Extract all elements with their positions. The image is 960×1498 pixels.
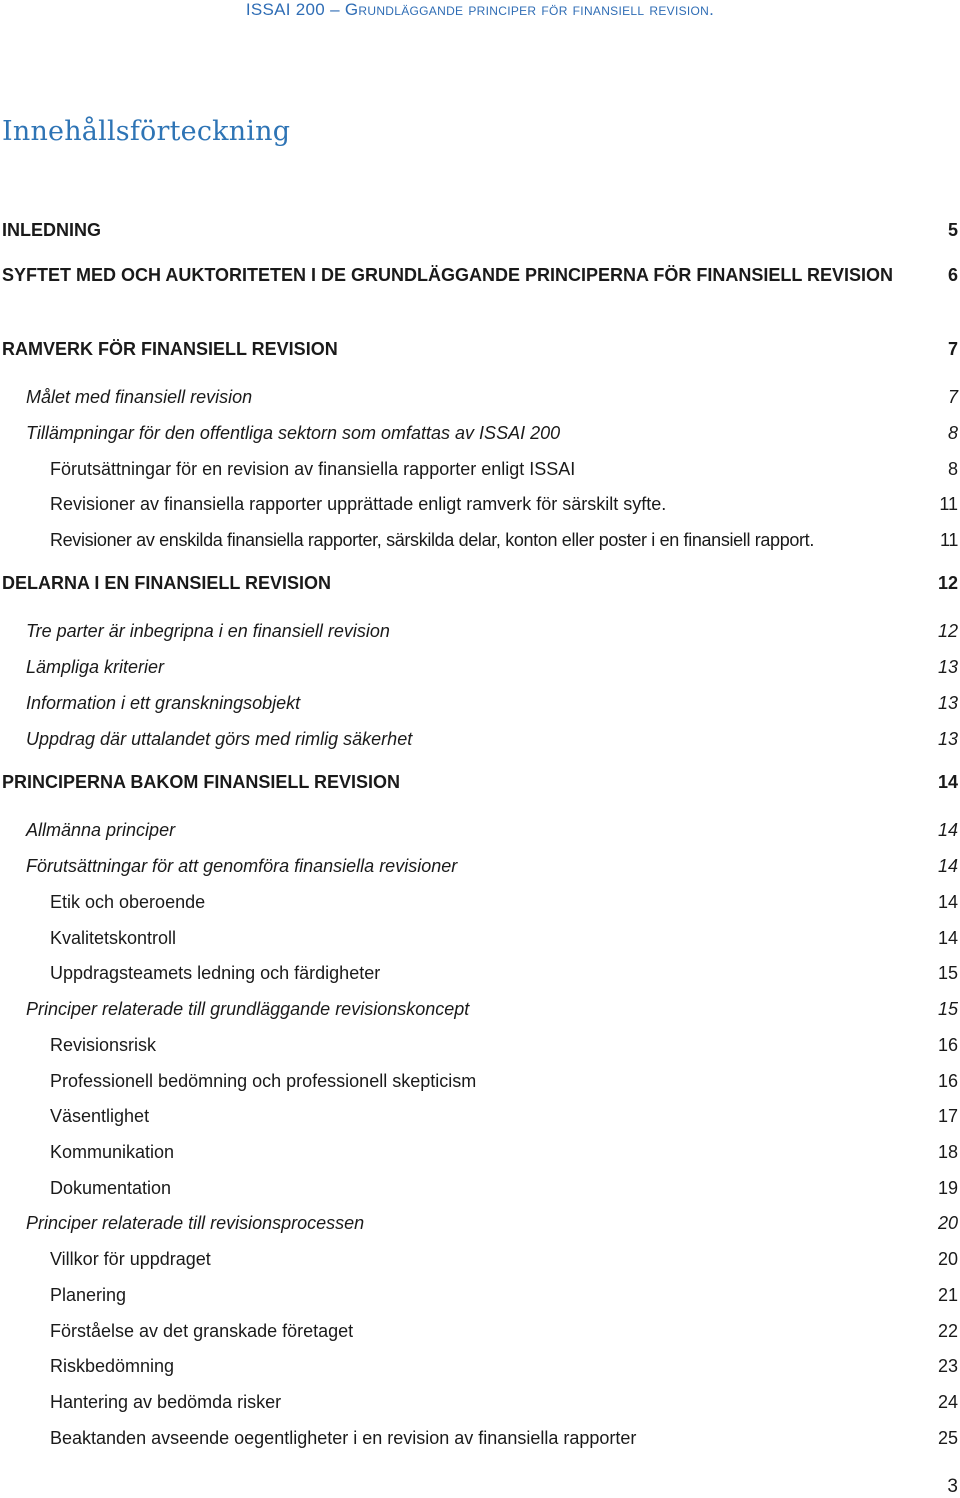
toc-entry-label: Målet med finansiell revision — [26, 387, 253, 407]
toc-entry-label: Tillämpningar för den offentliga sektorn som omfattas av ISSAI 200 — [26, 423, 561, 443]
toc-entry-label: Etik och oberoende — [50, 892, 206, 912]
toc-entry-tillampningar[interactable] — [0, 423, 958, 445]
toc-entry-enskilda-rapporter[interactable] — [0, 530, 958, 552]
toc-entry-page: 8 — [947, 459, 958, 479]
toc-entry-forutsattningar-genomfora[interactable] — [0, 856, 958, 878]
toc-entry-label: DELARNA I EN FINANSIELL REVISION — [2, 573, 332, 593]
running-header: ISSAI 200 – Grundläggande principer för finansiell revision. — [245, 0, 715, 19]
toc-entry-forutsattningar-issai[interactable] — [0, 459, 958, 481]
toc-entry-page: 23 — [937, 1356, 958, 1376]
toc-entry-malet[interactable] — [0, 387, 958, 409]
toc-entry-oegentligheter[interactable] — [0, 1428, 958, 1450]
toc-entry-label: Allmänna principer — [26, 820, 176, 840]
toc-entry-page: 15 — [937, 963, 958, 983]
toc-entry-sarskilt-syfte[interactable] — [0, 494, 958, 516]
toc-entry-syftet[interactable] — [0, 262, 958, 289]
toc-entry-kommunikation[interactable] — [0, 1142, 958, 1164]
toc-entry-principer-revisionskoncept[interactable] — [0, 999, 958, 1021]
toc-entry-forstaelse[interactable] — [0, 1321, 958, 1343]
toc-entry-kvalitetskontroll[interactable] — [0, 928, 958, 950]
toc-entry-label: Professionell bedömning och professionell skepticism — [50, 1071, 477, 1091]
toc-entry-delarna[interactable] — [0, 573, 958, 595]
toc-entry-riskbedomning[interactable] — [0, 1356, 958, 1378]
toc-entry-ramverk[interactable] — [0, 339, 958, 361]
toc-entry-page: 16 — [937, 1071, 958, 1091]
toc-entry-principerna[interactable] — [0, 772, 958, 794]
toc-entry-page: 12 — [937, 573, 958, 593]
toc-entry-page: 13 — [937, 657, 958, 677]
toc-entry-page: 25 — [937, 1428, 958, 1448]
toc-entry-label: Villkor för uppdraget — [50, 1249, 211, 1269]
toc-entry-label: Beaktanden avseende oegentligheter i en revision av finansiella rapporter — [50, 1428, 637, 1448]
toc-entry-label: Kvalitetskontroll — [50, 928, 177, 948]
toc-entry-label: Kommunikation — [50, 1142, 175, 1162]
toc-entry-label: SYFTET MED OCH AUKTORITETEN I DE GRUNDLÄGGANDE PRINCIPERNA FÖR FINANSIELL REVISION — [2, 265, 894, 285]
toc-entry-page: 5 — [947, 220, 958, 240]
toc-entry-page: 15 — [937, 999, 958, 1019]
toc-entry-label: Förståelse av det granskade företaget — [50, 1321, 354, 1341]
toc-entry-label: Lämpliga kriterier — [26, 657, 165, 677]
toc-entry-label: Hantering av bedömda risker — [50, 1392, 282, 1412]
toc-entry-label: Uppdrag där uttalandet görs med rimlig säkerhet — [26, 729, 413, 749]
toc-entry-professionell-bedomning[interactable] — [0, 1071, 958, 1093]
toc-entry-page: 12 — [937, 621, 958, 641]
toc-entry-page: 21 — [937, 1285, 958, 1305]
toc-entry-hantering-risker[interactable] — [0, 1392, 958, 1414]
toc-entry-label: INLEDNING — [2, 220, 101, 240]
toc-entry-page: 14 — [937, 772, 958, 792]
toc-entry-page: 19 — [937, 1178, 958, 1198]
toc-entry-dokumentation[interactable] — [0, 1178, 958, 1200]
toc-entry-label: Principer relaterade till revisionsprocessen — [26, 1213, 365, 1233]
toc-entry-page: 14 — [937, 892, 958, 912]
toc-entry-uppdrag-rimlig-sakerhet[interactable] — [0, 729, 958, 751]
toc-entry-etik[interactable] — [0, 892, 958, 914]
toc-entry-vasentlighet[interactable] — [0, 1106, 958, 1128]
toc-entry-page: 8 — [947, 423, 958, 443]
toc-entry-planering[interactable] — [0, 1285, 958, 1307]
toc-entry-label: Revisionsrisk — [50, 1035, 157, 1055]
toc-entry-inledning[interactable] — [0, 220, 958, 242]
toc-entry-lampliga-kriterier[interactable] — [0, 657, 958, 679]
toc-entry-page: 7 — [947, 387, 958, 407]
toc-entry-page: 16 — [937, 1035, 958, 1055]
toc-entry-label: PRINCIPERNA BAKOM FINANSIELL REVISION — [2, 772, 401, 792]
toc-entry-label: Information i ett granskningsobjekt — [26, 693, 301, 713]
toc-entry-page: 7 — [947, 339, 958, 359]
toc-entry-page: 22 — [937, 1321, 958, 1341]
toc-entry-label: Dokumentation — [50, 1178, 172, 1198]
toc-entry-page: 24 — [937, 1392, 958, 1412]
toc-entry-page: 20 — [937, 1249, 958, 1269]
toc-entry-label: Riskbedömning — [50, 1356, 175, 1376]
toc-entry-principer-revisionsprocessen[interactable] — [0, 1213, 958, 1235]
toc-entry-page: 17 — [937, 1106, 958, 1126]
toc-entry-page: 13 — [937, 693, 958, 713]
toc-entry-label: Revisioner av enskilda finansiella rapporter, särskilda delar, konton eller poster i en finansiell rapport. — [50, 530, 814, 550]
toc-entry-allmanna-principer[interactable] — [0, 820, 958, 842]
toc-entry-label: Förutsättningar för att genomföra finansiella revisioner — [26, 856, 458, 876]
toc-entry-page: 14 — [937, 928, 958, 948]
toc-entry-page: 11 — [939, 494, 958, 514]
toc-entry-villkor[interactable] — [0, 1249, 958, 1271]
toc-entry-label: Planering — [50, 1285, 127, 1305]
toc-entry-uppdragsteamets-ledning[interactable] — [0, 963, 958, 985]
toc-entry-page: 20 — [937, 1213, 958, 1233]
toc-entry-label: Väsentlighet — [50, 1106, 150, 1126]
page-number: 3 — [947, 1476, 958, 1497]
toc-entry-page: 6 — [947, 265, 958, 285]
toc-entry-page: 14 — [937, 856, 958, 876]
toc-entry-page: 14 — [937, 820, 958, 840]
toc-entry-information[interactable] — [0, 693, 958, 715]
toc-entry-page: 18 — [937, 1142, 958, 1162]
toc-entry-tre-parter[interactable] — [0, 621, 958, 643]
toc-entry-label: Tre parter är inbegripna i en finansiell revision — [26, 621, 390, 641]
toc-entry-label: Uppdragsteamets ledning och färdigheter — [50, 963, 381, 983]
toc-entry-label: Förutsättningar för en revision av finansiella rapporter enligt ISSAI — [50, 459, 576, 479]
toc-entry-page: 13 — [937, 729, 958, 749]
toc-entry-page: 11 — [940, 530, 958, 550]
toc-title: Innehållsförteckning — [2, 116, 291, 147]
toc-entry-label: Principer relaterade till grundläggande revisionskoncept — [26, 999, 470, 1019]
toc-entry-label: RAMVERK FÖR FINANSIELL REVISION — [2, 339, 338, 359]
toc-entry-revisionsrisk[interactable] — [0, 1035, 958, 1057]
toc-entry-label: Revisioner av finansiella rapporter upprättade enligt ramverk för särskilt syfte. — [50, 494, 667, 514]
